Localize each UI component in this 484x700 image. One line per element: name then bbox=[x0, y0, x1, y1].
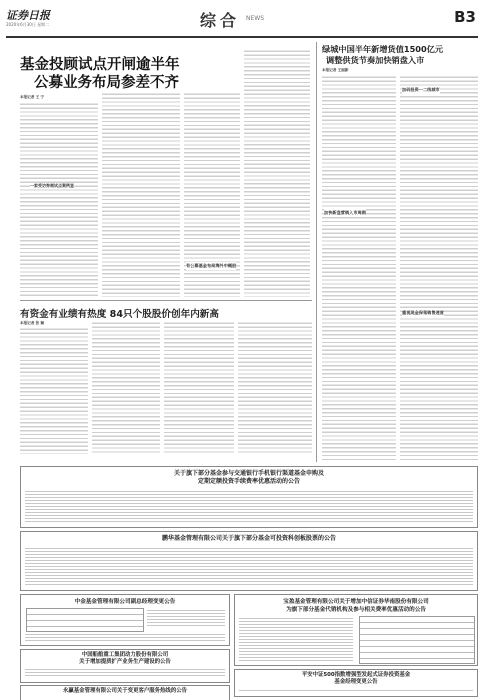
notice-body-side bbox=[147, 608, 225, 628]
notice-penghua-fund bbox=[20, 531, 478, 591]
story-divider bbox=[20, 300, 312, 301]
second-body-col-3 bbox=[164, 320, 234, 454]
notice-jiaotong-bank bbox=[20, 466, 478, 528]
notice-title-line2: 基金经理变更公告 bbox=[334, 679, 378, 685]
notice-cicc-fund bbox=[20, 594, 230, 646]
page-number: B3 bbox=[454, 8, 476, 26]
notice-title: 永赢基金管理有限公司关于变更客户服务热线的公告 bbox=[63, 688, 187, 694]
notice-title-line1: 关于旗下部分基金参与交通银行手机银行渠道基金申购及 bbox=[173, 470, 324, 477]
right-subhead-2: 加快新盘营销入市周期 bbox=[324, 210, 366, 215]
notice-body bbox=[25, 632, 225, 641]
notice-title-line1: 平安中证500指数增强型发起式证券投资基金 bbox=[301, 672, 411, 678]
notice-body bbox=[25, 667, 225, 678]
masthead bbox=[6, 5, 478, 39]
lead-byline: 本报记者 王 宁 bbox=[20, 95, 45, 99]
second-headline: 有资金有业绩有热度 84只个股股价创年内新高 bbox=[20, 309, 219, 320]
section-title: 综合 bbox=[200, 11, 241, 30]
notice-title-line1: 中国船舶重工集团动力股份有限公司 bbox=[81, 652, 169, 658]
second-byline: 本报记者 张 颖 bbox=[20, 321, 45, 325]
notice-title-line2: 关于增加提质扩产业务生产建设的公告 bbox=[79, 659, 171, 665]
lead-body-col-1 bbox=[20, 101, 98, 297]
notice-title-line1: 宝盈基金管理有限公司关于增加中信证券华南股份有限公司 bbox=[283, 599, 429, 605]
notice-baoying-fund bbox=[234, 594, 478, 666]
column-divider bbox=[316, 42, 317, 462]
right-byline: 本报记者 王丽新 bbox=[322, 68, 349, 72]
notice-body bbox=[239, 688, 473, 692]
lead-body-col-2 bbox=[102, 91, 180, 297]
right-body-col-1 bbox=[322, 74, 396, 462]
notice-table bbox=[359, 616, 475, 664]
lead-subhead: 一家受访券商试点案例显 bbox=[30, 183, 74, 188]
right-subhead-3: 重视现金保驾销售速度 bbox=[402, 310, 444, 315]
notice-table bbox=[26, 608, 144, 632]
section-title-en: NEWS bbox=[246, 15, 265, 22]
issue-date: 2020年6月30日 星期二 bbox=[6, 22, 50, 27]
notice-title bbox=[21, 652, 229, 666]
notice-title: 鹏华基金管理有限公司关于旗下部分基金可投资科创板股票的公告 bbox=[161, 535, 336, 542]
notice-body bbox=[25, 489, 473, 523]
notice-body bbox=[239, 616, 353, 661]
right-body-col-2 bbox=[400, 74, 478, 462]
notice-csic-power bbox=[20, 649, 230, 683]
lead-body-col-4 bbox=[244, 48, 310, 297]
right-headline bbox=[322, 44, 478, 66]
notice-title: 中金基金管理有限公司副总经理变更公告 bbox=[74, 599, 176, 605]
notice-title bbox=[235, 598, 477, 614]
right-subhead-1: 加码投资一二线城市 bbox=[402, 87, 440, 92]
notice-body bbox=[25, 546, 473, 586]
second-body-col-4 bbox=[238, 320, 312, 454]
notice-pingan-csi500 bbox=[234, 669, 478, 697]
masthead-divider bbox=[6, 36, 478, 38]
mid-subhead: 有公募基金布局海外中概股 bbox=[186, 263, 237, 268]
second-body-col-2 bbox=[92, 320, 160, 454]
newspaper-logo: 证券日报 bbox=[6, 9, 50, 22]
notice-title bbox=[21, 470, 477, 486]
lead-headline-line2: 公募业务布局参差不齐 bbox=[34, 75, 179, 91]
notice-title-line2: 定期定额投资手续费率优惠活动的公告 bbox=[197, 478, 300, 485]
right-headline-line1: 绿城中国半年新增货值1500亿元 bbox=[322, 44, 444, 54]
notice-title bbox=[235, 672, 477, 686]
notice-title-line2: 为旗下部分基金代销机构及参与相关费率优惠活动的公告 bbox=[286, 607, 426, 613]
lead-headline-line1: 基金投顾试点开闸逾半年 bbox=[20, 57, 180, 73]
second-body-col-1 bbox=[20, 326, 88, 454]
right-headline-line2: 调整供货节奏加快销盘入市 bbox=[326, 55, 425, 65]
notice-yongying-fund bbox=[20, 685, 230, 700]
